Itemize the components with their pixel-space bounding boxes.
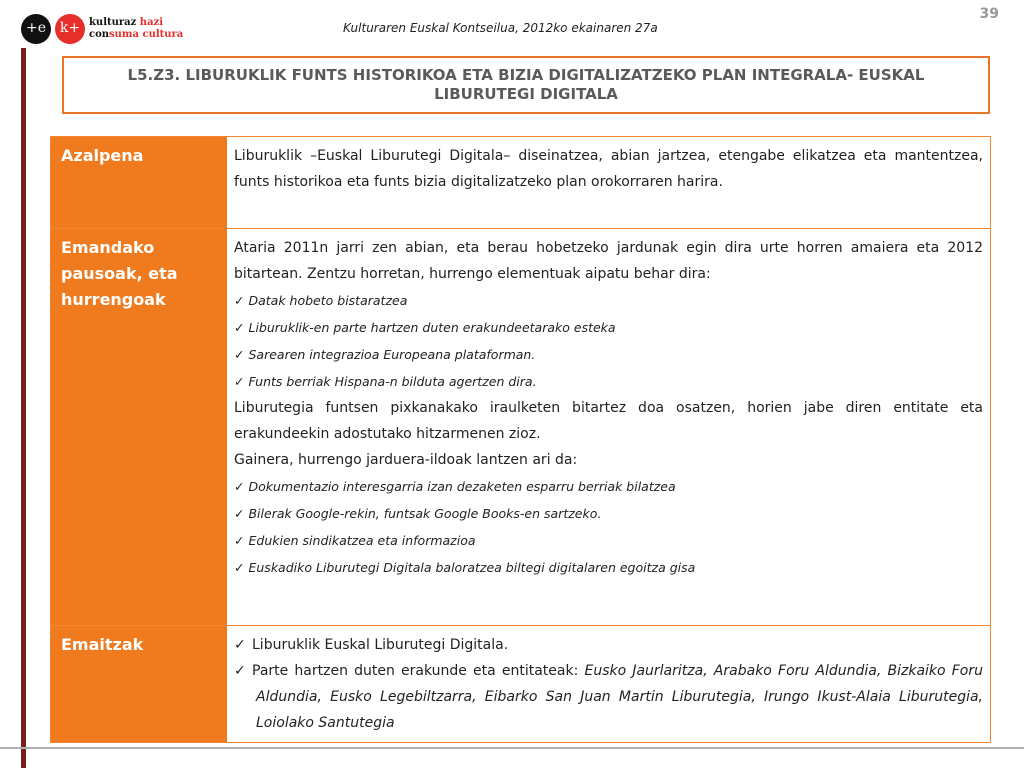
emandako-paragraph-2: Liburutegia funtsen pixkanakako iraulketen bitartez doa osatzen, horien jabe diren entitate eta erakundeekin adostutako hitzarmenen zioz.: [234, 400, 983, 442]
table-row-emandako: [51, 229, 990, 626]
logo-line-1: kulturaz hazi: [89, 17, 164, 28]
footer-divider: [0, 747, 1024, 749]
info-table: [50, 136, 991, 743]
checkmark-icon: ✓: [234, 320, 245, 335]
table-row-emaitzak: [51, 626, 990, 742]
list-item: ✓ Funts berriak Hispana-n bilduta agertzen dira.: [234, 374, 537, 389]
page-number: 39: [979, 6, 999, 22]
checkmark-icon: ✓: [234, 293, 245, 308]
list-item: ✓ Liburuklik-en parte hartzen duten erakundeetarako esteka: [234, 320, 616, 335]
checkmark-icon: ✓: [234, 347, 245, 362]
checkmark-icon: ✓: [234, 637, 246, 653]
kulturaz-hazi-logo: [21, 14, 184, 46]
list-item: ✓ Parte hartzen duten erakunde eta entitateak: Eusko Jaurlaritza, Arabako Foru Aldundia, Bizkaiko Foru Aldundia, Eusko Legebiltzarra, Eibarko San Juan Martin Liburutegia, Irungo Ikust-Alaia Liburutegia, Loiolako Santutegia: [234, 658, 983, 736]
checkmark-icon: ✓: [234, 533, 245, 548]
azalpena-text: Liburuklik –Euskal Liburutegi Digitala– diseinatzea, abian jartzea, etengabe elikatzea eta mantentzea, funts historikoa eta funts bizia digitalizatzeko plan orokorraren harira.: [234, 148, 983, 190]
left-accent-bar: [21, 48, 26, 768]
checkmark-icon: ✓: [234, 479, 245, 494]
list-item: ✓ Datak hobeto bistaratzea: [234, 293, 408, 308]
row-label-emandako: Emandako pausoak, eta hurrengoak: [51, 229, 227, 625]
row-content-emaitzak: [227, 626, 990, 742]
page-title: L5.Z3. LIBURUKLIK FUNTS HISTORIKOA ETA BIZIA DIGITALIZATZEKO PLAN INTEGRALA- EUSKAL LIBURUTEGI DIGITALA: [127, 66, 925, 103]
list-item: ✓ Edukien sindikatzea eta informazioa: [234, 533, 476, 548]
logo-k-plus-mark: k+: [55, 14, 85, 44]
table-row-azalpena: [51, 137, 990, 229]
logo-line-2: consuma cultura: [89, 29, 184, 40]
row-content-azalpena: [227, 137, 990, 228]
emandako-paragraph-3: Gainera, hurrengo jarduera-ildoak lantzen ari da:: [234, 452, 578, 468]
list-item: ✓ Bilerak Google-rekin, funtsak Google Books-en sartzeko.: [234, 506, 602, 521]
list-item: ✓ Euskadiko Liburutegi Digitala baloratzea biltegi digitalaren egoitza gisa: [234, 560, 696, 575]
row-content-emandako: [227, 229, 990, 625]
emandako-intro: Ataria 2011n jarri zen abian, eta berau hobetzeko jardunak egin dira urte horren amaiera eta 2012 bitartean. Zentzu horretan, hurrengo elementuak aipatu behar dira:: [234, 240, 983, 282]
checkmark-icon: ✓: [234, 506, 245, 521]
checkmark-icon: ✓: [234, 374, 245, 389]
title-box: [62, 56, 990, 114]
list-item: ✓ Liburuklik Euskal Liburutegi Digitala.: [234, 632, 983, 658]
document-subtitle: Kulturaren Euskal Kontseilua, 2012ko ekainaren 27a: [343, 21, 658, 35]
checkmark-icon: ✓: [234, 663, 246, 679]
checkmark-icon: ✓: [234, 560, 245, 575]
row-label-azalpena: Azalpena: [51, 137, 227, 228]
logo-plus-e-mark: +e: [21, 14, 51, 44]
list-item: ✓ Sarearen integrazioa Europeana plataforman.: [234, 347, 536, 362]
list-item: ✓ Dokumentazio interesgarria izan dezaketen esparru berriak bilatzea: [234, 479, 676, 494]
row-label-emaitzak: Emaitzak: [51, 626, 227, 742]
